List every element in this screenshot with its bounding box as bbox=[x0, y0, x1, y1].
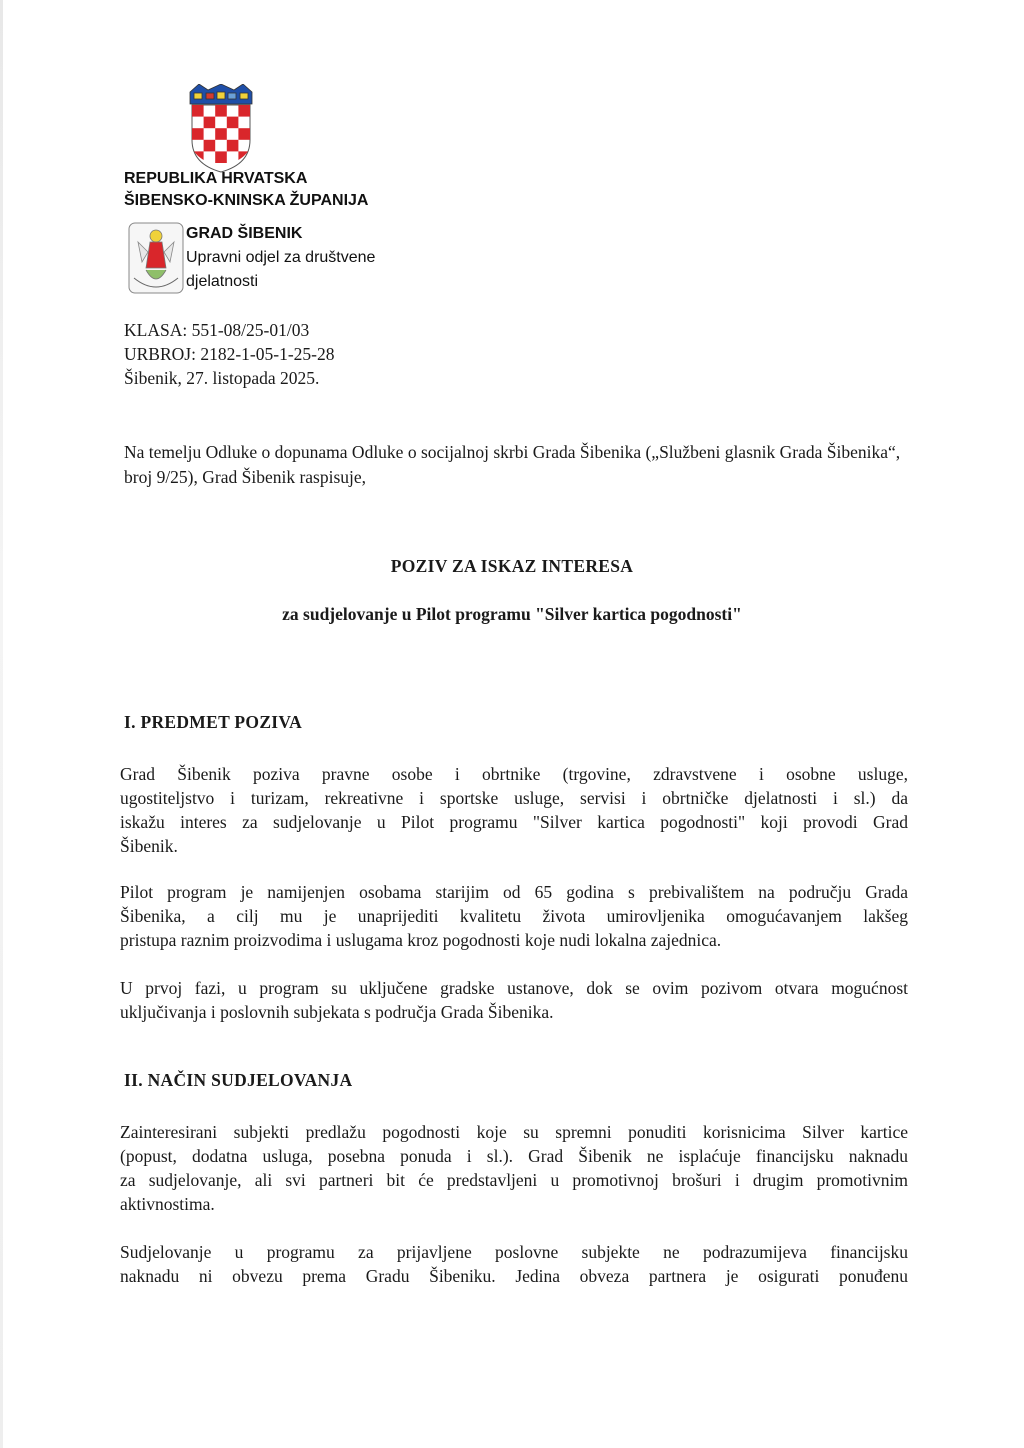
paragraph-line: (popust, dodatna usluga, posebna ponuda i sl.). Grad Šibenik ne isplaćuje financijsku naknadu bbox=[120, 1146, 908, 1166]
section-2-paragraph-2 bbox=[120, 1240, 908, 1288]
paragraph-line: Šibenik. bbox=[120, 836, 178, 856]
county-name: ŠIBENSKO-KNINSKA ŽUPANIJA bbox=[124, 192, 369, 209]
paragraph-line: iskažu interes za sudjelovanje u Pilot programu "Silver kartica pogodnosti" koji provodi Grad bbox=[120, 812, 908, 832]
section-1-paragraph-1 bbox=[120, 762, 908, 858]
section-1-heading: I. PREDMET POZIVA bbox=[124, 712, 303, 732]
section-1-paragraph-2 bbox=[120, 880, 908, 952]
institution-header bbox=[124, 168, 368, 212]
urbroj: URBROJ: 2182-1-05-1-25-28 bbox=[124, 344, 335, 364]
office-name-line2: djelatnosti bbox=[186, 273, 259, 290]
paragraph-line: Grad Šibenik poziva pravne osobe i obrtnike (trgovine, zdravstvene i osobne usluge, bbox=[120, 764, 908, 784]
paragraph-line: uključivanja i poslovnih subjekata s područja Grada Šibenika. bbox=[120, 1002, 554, 1022]
paragraph-line: Pilot program je namijenjen osobama starijim od 65 godina s prebivalištem na području Grada bbox=[120, 882, 908, 902]
place-date: Šibenik, 27. listopada 2025. bbox=[124, 368, 320, 388]
document-title: POZIV ZA ISKAZ INTERESA bbox=[390, 556, 634, 576]
section-2-heading: II. NAČIN SUDJELOVANJA bbox=[124, 1070, 353, 1090]
paragraph-line: Šibenika, a cilj mu je unaprijediti kvalitetu života umirovljenika omogućavanjem lakšeg bbox=[120, 906, 908, 926]
scan-edge bbox=[0, 0, 3, 1448]
city-seal-icon bbox=[128, 222, 184, 294]
office-name-line1: Upravni odjel za društvene bbox=[186, 249, 376, 266]
klasa: KLASA: 551-08/25-01/03 bbox=[124, 320, 310, 340]
coat-of-arms-icon bbox=[186, 84, 256, 174]
paragraph-line: pristupa raznim proizvodima i uslugama kroz pogodnosti koje nudi lokalna zajednica. bbox=[120, 930, 722, 950]
section-1-paragraph-3 bbox=[120, 976, 908, 1024]
intro-paragraph: Na temelju Odluke o dopunama Odluke o socijalnoj skrbi Grada Šibenika („Službeni glasnik Grada Šibenika“, broj 9/25), Grad Šibenik raspisuje, bbox=[124, 442, 901, 487]
paragraph-line: ugostiteljstvo i turizam, rekreativne i sportske usluge, servisi i obrtničke djelatnosti i sl.) da bbox=[120, 788, 908, 808]
paragraph-line: Zainteresirani subjekti predlažu pogodnosti koje su spremni ponuditi korisnicima Silver kartice bbox=[120, 1122, 908, 1142]
document-subtitle: za sudjelovanje u Pilot programu "Silver kartica pogodnosti" bbox=[282, 604, 742, 624]
document-meta bbox=[124, 318, 334, 390]
paragraph-line: za sudjelovanje, ali svi partneri bit će predstavljeni u promotivnoj brošuri i drugim promotivnim bbox=[120, 1170, 908, 1190]
paragraph-line: naknadu ni obvezu prema Gradu Šibeniku. Jedina obveza partnera je osigurati ponuđenu bbox=[120, 1266, 908, 1286]
city-name: GRAD ŠIBENIK bbox=[186, 225, 303, 242]
paragraph-line: aktivnostima. bbox=[120, 1194, 215, 1214]
paragraph-line: Sudjelovanje u programu za prijavljene poslovne subjekte ne podrazumijeva financijsku bbox=[120, 1242, 908, 1262]
section-2-paragraph-1 bbox=[120, 1120, 908, 1216]
paragraph-line: U prvoj fazi, u program su uključene gradske ustanove, dok se ovim pozivom otvara mogućnost bbox=[120, 978, 908, 998]
office-text bbox=[186, 222, 446, 294]
country-name: REPUBLIKA HRVATSKA bbox=[124, 170, 308, 187]
